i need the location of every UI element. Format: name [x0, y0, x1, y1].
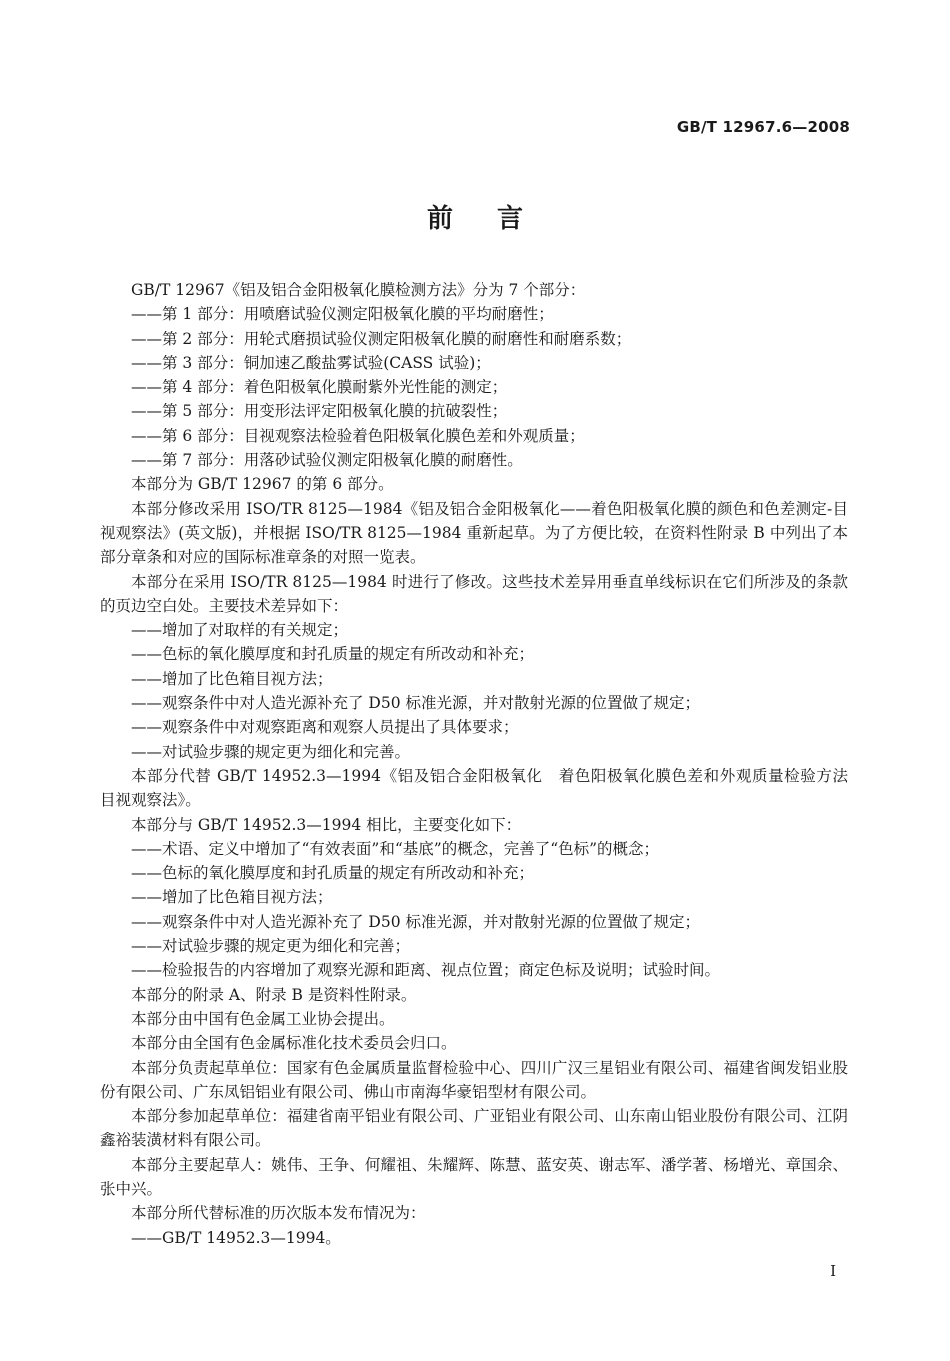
paragraph: 本部分由中国有色金属工业协会提出。 [131, 1009, 395, 1028]
list-item: ——观察条件中对人造光源补充了 D50 标准光源，并对散射光源的位置做了规定； [131, 694, 701, 713]
paragraph: 本部分由全国有色金属标准化技术委员会归口。 [131, 1034, 457, 1053]
list-item: ——第 6 部分：目视观察法检验着色阳极氧化膜色差和外观质量； [131, 426, 585, 445]
list-item: ——第 7 部分：用落砂试验仪测定阳极氧化膜的耐磨性。 [131, 451, 523, 470]
list-item: ——第 2 部分：用轮式磨损试验仪测定阳极氧化膜的耐磨性和耐磨系数； [131, 329, 632, 348]
paragraph: 本部分在采用 ISO/TR 8125—1984 时进行了修改。这些技术差异用垂直单线标识在它们所涉及的条款的页边空白处。主要技术差异如下： [100, 572, 848, 615]
paragraph: 本部分修改采用 ISO/TR 8125—1984《铝及铝合金阳极氧化——着色阳极氧化膜的颜色和色差测定-目视观察法》(英文版)，并根据 ISO/TR 8125—1984 重新起草。为了方便比较，在资料性附录 B 中列出了本部分章条和对应的国际标准章条的对照一览表。 [100, 499, 848, 567]
list-item: ——第 3 部分：铜加速乙酸盐雾试验(CASS 试验)； [131, 353, 491, 372]
list-item: ——增加了比色箱目视方法； [131, 669, 333, 688]
foreword-body [100, 278, 864, 1250]
list-item: ——第 1 部分：用喷磨试验仪测定阳极氧化膜的平均耐磨性； [131, 305, 554, 324]
list-item: ——观察条件中对观察距离和观察人员提出了具体要求； [131, 718, 519, 737]
list-item: ——对试验步骤的规定更为细化和完善。 [131, 742, 411, 761]
paragraph: 本部分参加起草单位：福建省南平铝业有限公司、广亚铝业有限公司、山东南山铝业股份有限公司、江阴鑫裕装潢材料有限公司。 [100, 1107, 848, 1150]
paragraph: 本部分负责起草单位：国家有色金属质量监督检验中心、四川广汉三星铝业有限公司、福建省闽发铝业股份有限公司、广东凤铝铝业有限公司、佛山市南海华豪铝型材有限公司。 [100, 1058, 848, 1101]
page-number: I [830, 1262, 836, 1280]
list-item: ——对试验步骤的规定更为细化和完善； [131, 937, 411, 956]
list-item: ——观察条件中对人造光源补充了 D50 标准光源，并对散射光源的位置做了规定； [131, 912, 701, 931]
list-item: ——GB/T 14952.3—1994。 [131, 1228, 341, 1247]
paragraph: 本部分与 GB/T 14952.3—1994 相比，主要变化如下： [131, 815, 522, 834]
list-item: ——第 5 部分：用变形法评定阳极氧化膜的抗破裂性； [131, 402, 508, 421]
paragraph: GB/T 12967《铝及铝合金阳极氧化膜检测方法》分为 7 个部分： [131, 281, 586, 299]
list-item: ——色标的氧化膜厚度和封孔质量的规定有所改动和补充； [131, 645, 535, 664]
page-title: 前言 [426, 204, 567, 234]
standard-number: GB/T 12967.6—2008 [676, 118, 850, 136]
paragraph: 本部分所代替标准的历次版本发布情况为： [131, 1204, 426, 1223]
list-item: ——术语、定义中增加了“有效表面”和“基底”的概念，完善了“色标”的概念； [131, 839, 660, 858]
list-item: ——增加了对取样的有关规定； [131, 621, 349, 640]
paragraph: 本部分为 GB/T 12967 的第 6 部分。 [131, 475, 394, 494]
list-item: ——增加了比色箱目视方法； [131, 888, 333, 907]
list-item: ——检验报告的内容增加了观察光源和距离、视点位置；商定色标及说明；试验时间。 [131, 961, 721, 980]
list-item: ——色标的氧化膜厚度和封孔质量的规定有所改动和补充； [131, 864, 535, 883]
paragraph: 本部分代替 GB/T 14952.3—1994《铝及铝合金阳极氧化 着色阳极氧化膜色差和外观质量检验方法 目视观察法》。 [100, 766, 864, 810]
paragraph: 本部分的附录 A、附录 B 是资料性附录。 [131, 985, 417, 1004]
paragraph: 本部分主要起草人：姚伟、王争、何耀祖、朱耀辉、陈慧、蓝安英、谢志军、潘学著、杨增光、章国余、张中兴。 [100, 1155, 848, 1198]
list-item: ——第 4 部分：着色阳极氧化膜耐紫外光性能的测定； [131, 378, 508, 397]
